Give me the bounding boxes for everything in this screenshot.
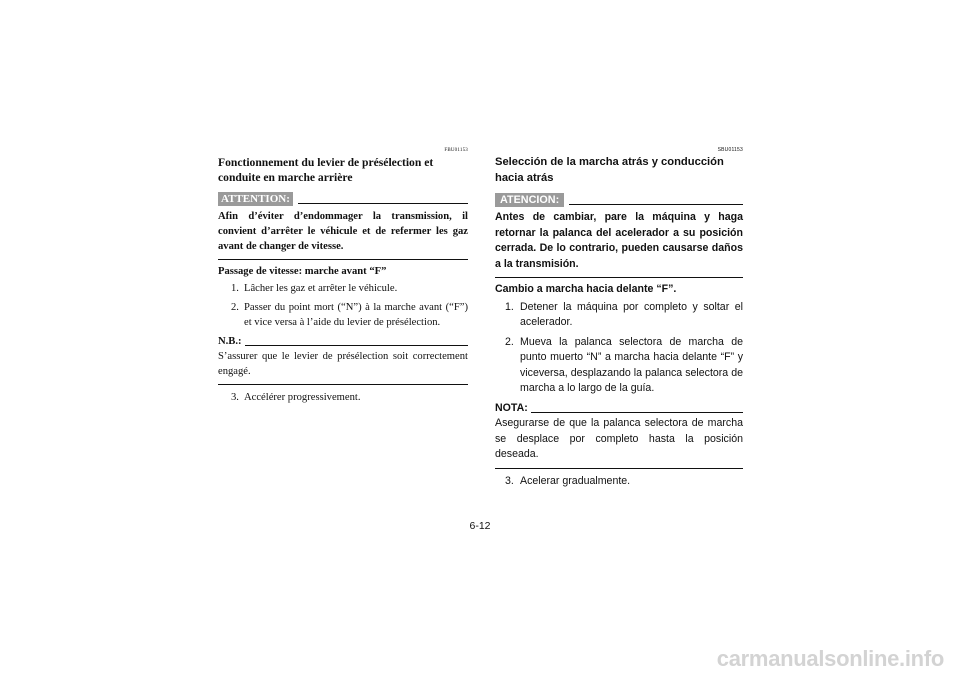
- french-column: [218, 147, 468, 409]
- page-number: 6-12: [469, 520, 491, 532]
- section-title: Fonctionnement du levier de présélection et conduite en marche arrière: [218, 156, 434, 184]
- step-list: [495, 474, 743, 490]
- divider: [569, 204, 743, 205]
- subheading: Passage de vitesse: marche avant “F”: [218, 266, 387, 277]
- divider: [298, 203, 468, 204]
- section-title: Selección de la marcha atrás y conducción hacia atrás: [495, 156, 724, 184]
- watermark: carmanualsonline.info: [716, 646, 944, 671]
- step-item: 3. Accélérer progressivement.: [231, 392, 361, 403]
- step-item: 1. Detener la máquina por completo y soltar el acelerador.: [505, 300, 743, 328]
- warning-label: ATTENTION:: [218, 192, 293, 206]
- divider: [495, 468, 743, 469]
- step-list: [218, 281, 468, 330]
- subheading: Cambio a marcha hacia delante “F”.: [495, 283, 677, 295]
- spanish-column: [495, 147, 743, 493]
- warning-header: [218, 192, 468, 206]
- note-header: [218, 334, 468, 349]
- warning-text: Antes de cambiar, pare la máquina y haga retornar la palanca del acelerador a su posición cerrada. De lo contrario, pueden causarse daños a la transmisión.: [495, 211, 743, 270]
- step-item: 3. Acelerar gradualmente.: [505, 474, 631, 487]
- step-item: 2. Mueva la palanca selectora de marcha de punto muerto “N” a marcha hacia delante “F” y viceversa, desplazando la palanca selectora de marcha a lo largo de la guía.: [505, 335, 743, 394]
- section-code: FBU01153: [444, 148, 468, 153]
- section-code: SBU01153: [717, 147, 743, 153]
- step-item: 1. Lâcher les gaz et arrêter le véhicule.: [231, 283, 398, 294]
- divider: [245, 345, 468, 346]
- note-header: [495, 401, 743, 417]
- note-label: NOTA:: [495, 401, 528, 414]
- note-label: N.B.:: [218, 336, 242, 347]
- divider: [495, 277, 743, 278]
- divider: [218, 259, 468, 260]
- divider: [531, 412, 743, 413]
- step-item: 2. Passer du point mort (“N”) à la marche avant (“F”) et vice versa à l’aide du levier de présélection.: [231, 302, 468, 328]
- step-list: [495, 300, 743, 397]
- note-text: Asegurarse de que la palanca selectora de marcha se desplace por completo hasta la posición deseada.: [495, 417, 743, 460]
- step-list: [218, 390, 468, 405]
- warning-label: ATENCION:: [495, 193, 564, 207]
- warning-header: [495, 193, 743, 207]
- note-text: S’assurer que le levier de présélection soit correctement engagé.: [218, 351, 468, 377]
- divider: [218, 384, 468, 385]
- warning-text: Afin d’éviter d’endommager la transmission, il convient d’arrêter le véhicule et de refermer les gaz avant de changer de vitesse.: [218, 211, 468, 252]
